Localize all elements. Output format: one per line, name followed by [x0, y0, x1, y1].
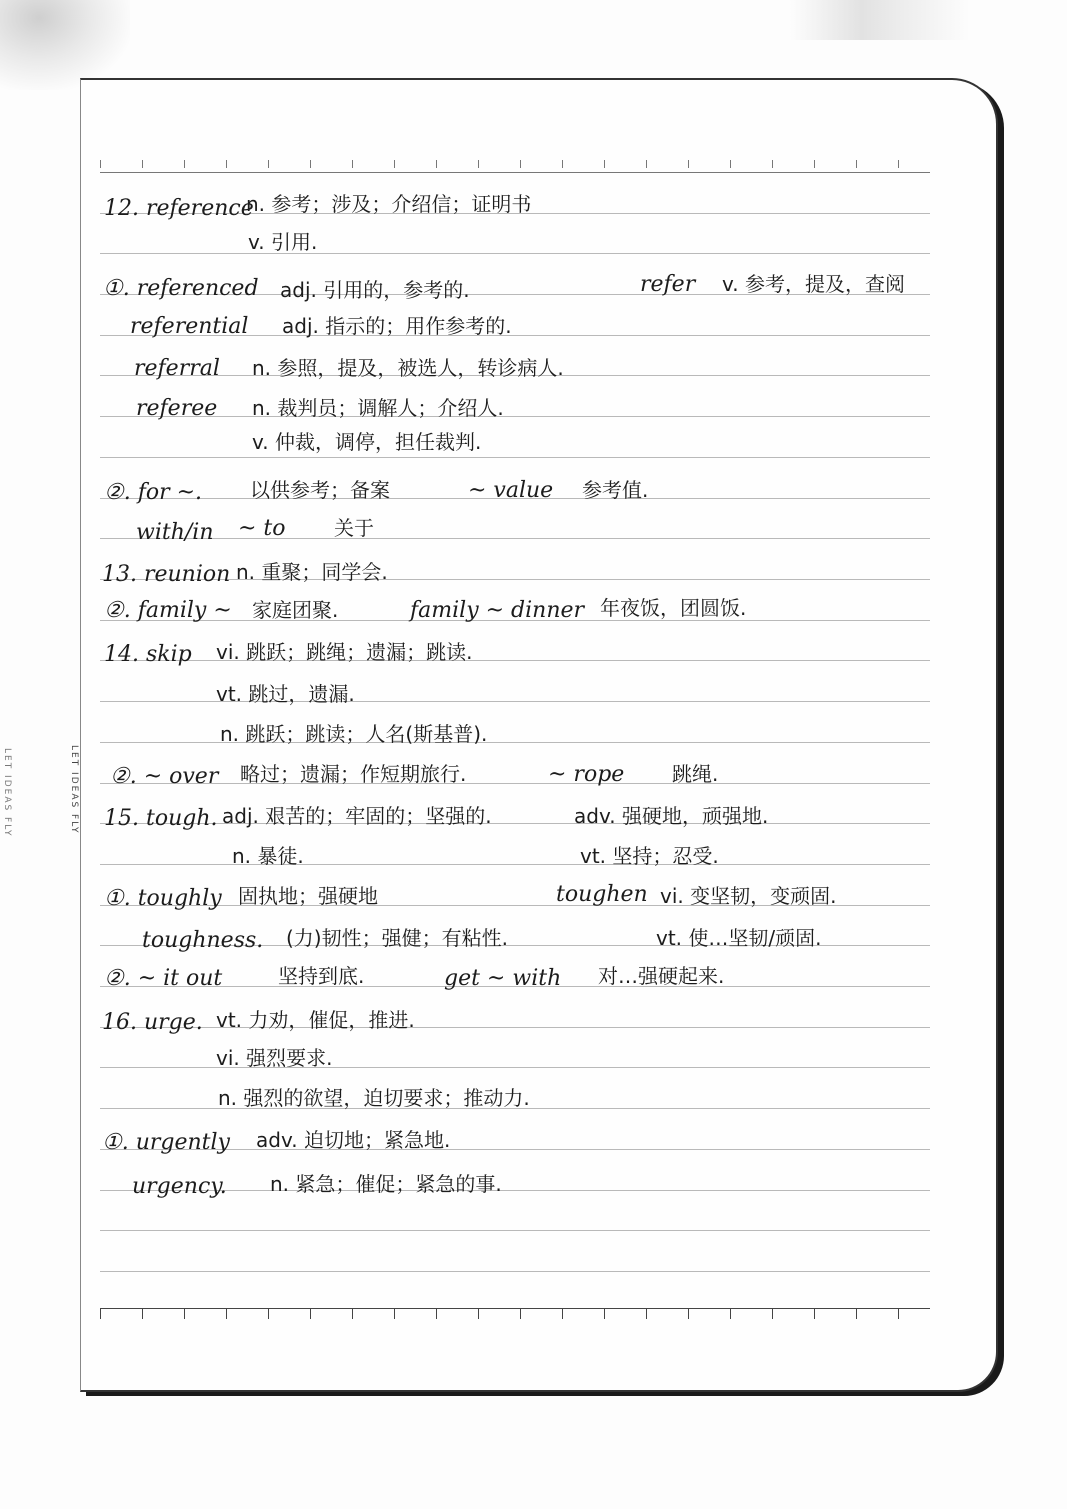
- ruled-line: [100, 538, 930, 539]
- note-text: 16. urge.: [102, 1010, 203, 1035]
- note-text: 13. reunion: [102, 562, 231, 587]
- note-text: n. 暴徒.: [232, 844, 304, 868]
- ruled-line: [100, 457, 930, 458]
- ruled-line: [100, 253, 930, 254]
- note-text: toughness.: [142, 928, 264, 953]
- note-text: vt. 跳过，遗漏.: [216, 682, 355, 706]
- note-text: n. 强烈的欲望，迫切要求；推动力.: [218, 1086, 530, 1110]
- note-text: n. 重聚；同学会.: [236, 560, 388, 584]
- note-text: 15. tough.: [104, 806, 218, 831]
- ruled-line: [100, 1230, 930, 1231]
- scan-smudge-right: [790, 0, 970, 40]
- note-text: 14. skip: [104, 642, 192, 667]
- note-text: 以供参考；备案: [250, 478, 390, 502]
- top-ruler-ticks: [100, 160, 930, 168]
- note-text: ~ rope: [548, 762, 625, 787]
- note-text: ①. referenced: [103, 276, 259, 301]
- note-text: family ~ dinner: [410, 598, 585, 623]
- note-text: n. 参照，提及，被选人，转诊病人.: [252, 356, 564, 380]
- note-text: adv. 迫切地；紧急地.: [256, 1128, 451, 1152]
- note-text: ②. for ~.: [104, 480, 203, 505]
- ruled-line: [100, 783, 930, 784]
- note-text: vt. 力劝，催促，推进.: [216, 1008, 415, 1032]
- note-text: ②. ~ it out: [104, 966, 223, 991]
- note-text: adv. 强硬地，顽强地.: [574, 804, 769, 828]
- ruled-line: [100, 864, 930, 865]
- note-text: 年夜饭，团圆饭.: [600, 596, 747, 620]
- note-text: ~ to: [238, 516, 286, 541]
- bottom-ruler-ticks: [100, 1308, 930, 1319]
- ruled-line: [100, 1271, 930, 1272]
- note-text: with/in: [136, 520, 214, 545]
- note-text: v. 仲裁，调停，担任裁判.: [252, 430, 482, 454]
- ruled-line: [100, 172, 930, 173]
- note-text: n. 参考；涉及；介绍信；证明书: [246, 192, 532, 216]
- note-text: ①. urgently: [102, 1130, 230, 1155]
- note-text: ①. toughly: [104, 886, 222, 911]
- note-text: n. 紧急；催促；紧急的事.: [270, 1172, 502, 1196]
- note-text: (力)韧性；强健；有粘性.: [286, 926, 508, 950]
- note-text: 参考值.: [582, 478, 649, 502]
- spine-brand-label: LET IDEAS FLY: [69, 745, 79, 835]
- scan-smudge-left: [0, 0, 130, 90]
- note-text: v. 参考，提及，查阅: [722, 272, 905, 296]
- note-text: 坚持到底.: [278, 964, 365, 988]
- note-text: refer: [640, 272, 696, 297]
- note-text: vt. 坚持；忍受.: [580, 844, 719, 868]
- note-text: 关于: [334, 516, 374, 540]
- note-text: 家庭团聚.: [252, 598, 339, 622]
- note-text: 固执地；强硬地: [238, 884, 378, 908]
- note-text: vi. 强烈要求.: [216, 1046, 333, 1070]
- note-text: v. 引用.: [248, 230, 318, 254]
- ruled-line: [100, 416, 930, 417]
- margin-brand-label: LET IDEAS FLY: [2, 748, 12, 838]
- note-text: toughen: [556, 882, 648, 907]
- note-text: urgency.: [132, 1174, 227, 1199]
- note-text: 对…强硬起来.: [598, 964, 725, 988]
- note-text: adj. 引用的，参考的.: [280, 278, 470, 302]
- note-text: ②. family ~: [104, 598, 232, 623]
- note-text: n. 裁判员；调解人；介绍人.: [252, 396, 504, 420]
- note-text: adj. 指示的；用作参考的.: [282, 314, 512, 338]
- note-text: n. 跳跃；跳读；人名(斯基普).: [220, 722, 488, 746]
- note-text: 跳绳.: [672, 762, 719, 786]
- note-text: referral: [134, 356, 220, 381]
- note-text: vi. 跳跃；跳绳；遗漏；跳读.: [216, 640, 473, 664]
- note-text: referential: [130, 314, 249, 339]
- note-text: ②. ~ over: [110, 764, 219, 789]
- note-text: 略过；遗漏；作短期旅行.: [240, 762, 467, 786]
- note-text: get ~ with: [444, 966, 562, 991]
- note-text: vi. 变坚韧，变顽固.: [660, 884, 837, 908]
- note-text: 12. reference: [104, 196, 254, 221]
- note-text: adj. 艰苦的；牢固的；坚强的.: [222, 804, 492, 828]
- note-text: ~ value: [468, 478, 554, 503]
- note-text: referee: [136, 396, 218, 421]
- note-text: vt. 使…坚韧/顽固.: [656, 926, 822, 950]
